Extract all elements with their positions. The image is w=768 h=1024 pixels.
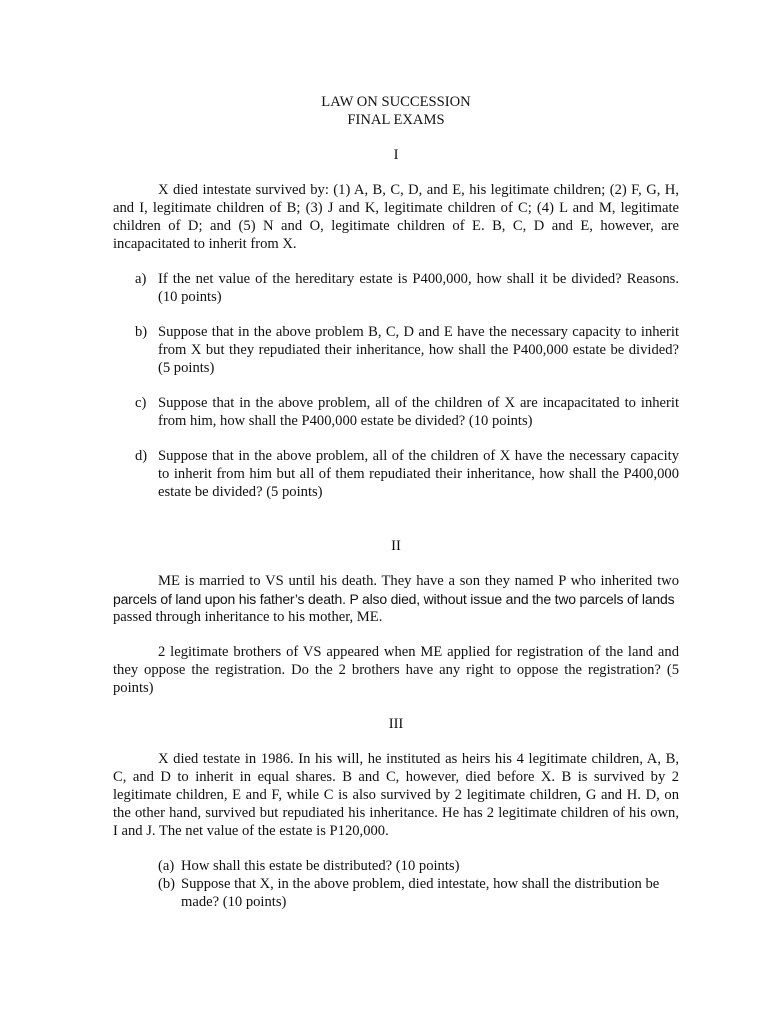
question-text: If the net value of the hereditary estate is P400,000, how shall it be divided? Reasons. (10 points) xyxy=(158,271,679,305)
question-label: c) xyxy=(135,395,147,411)
question-1d xyxy=(113,447,679,501)
question-text: Suppose that in the above problem, all of the children of X have the necessary capacity to inherit from him but all of them repudiated their inheritance, how shall the P400,000 estate be divided? (5 points) xyxy=(158,448,679,500)
section-2-para-1-line-1: ME is married to VS until his death. They have a son they named P who inherited two xyxy=(158,573,679,589)
question-text: How shall this estate be distributed? (10 points) xyxy=(181,858,460,874)
section-1-questions xyxy=(113,270,679,501)
question-label: (b) xyxy=(158,876,176,892)
exam-subtitle: FINAL EXAMS xyxy=(347,112,445,128)
section-3-questions xyxy=(113,857,679,911)
exam-page xyxy=(113,93,679,911)
question-label: (a) xyxy=(158,858,175,874)
section-2-para-1-line-2: parcels of land upon his father’s death. P also died, without issue and the two parcels of lands xyxy=(113,591,675,607)
question-1c xyxy=(113,394,679,430)
exam-header xyxy=(113,93,679,129)
exam-title: LAW ON SUCCESSION xyxy=(321,94,471,110)
section-1-numeral: I xyxy=(393,147,399,163)
section-2-para-1 xyxy=(113,572,679,626)
question-label: b) xyxy=(135,324,148,340)
section-2-para-2: 2 legitimate brothers of VS appeared when ME applied for registration of the land and they oppose the registration. Do the 2 brothers have any right to oppose the registration? (5 points) xyxy=(113,644,679,696)
question-label: a) xyxy=(135,271,147,287)
section-3-intro: X died testate in 1986. In his will, he instituted as heirs his 4 legitimate children, A, B, C, and D to inherit in equal shares. B and C, however, died before X. B is survived by 2 legitimate children, E and F, while C is also survived by 2 legitimate children, G and H. D, on the other hand, survived but repudiated his inheritance. He has 2 legitimate children of his own, I and J. The net value of the estate is P120,000. xyxy=(113,751,679,839)
section-2-para-1-line-3: passed through inheritance to his mother, ME. xyxy=(113,609,383,625)
question-text: Suppose that in the above problem B, C, D and E have the necessary capacity to inherit from X but they repudiated their inheritance, how shall the P400,000 estate be divided? (5 points) xyxy=(158,324,679,376)
question-text: Suppose that X, in the above problem, died intestate, how shall the distribution be made? (10 points) xyxy=(181,876,660,910)
question-label: d) xyxy=(135,448,148,464)
question-text: Suppose that in the above problem, all of the children of X are incapacitated to inherit from him, how shall the P400,000 estate be divided? (10 points) xyxy=(158,395,679,429)
section-1-intro: X died intestate survived by: (1) A, B, C, D, and E, his legitimate children; (2) F, G, H, and I, legitimate children of B; (3) J and K, legitimate children of C; (4) L and M, legitimate children of D; and (5) N and O, legitimate children of E. B, C, D and E, however, are incapacitated to inherit from X. xyxy=(113,182,679,252)
section-2-numeral: II xyxy=(391,538,401,554)
question-1b xyxy=(113,323,679,377)
question-3a xyxy=(113,857,679,875)
question-3b xyxy=(113,875,679,911)
question-1a xyxy=(113,270,679,306)
section-3-numeral: III xyxy=(388,716,404,732)
